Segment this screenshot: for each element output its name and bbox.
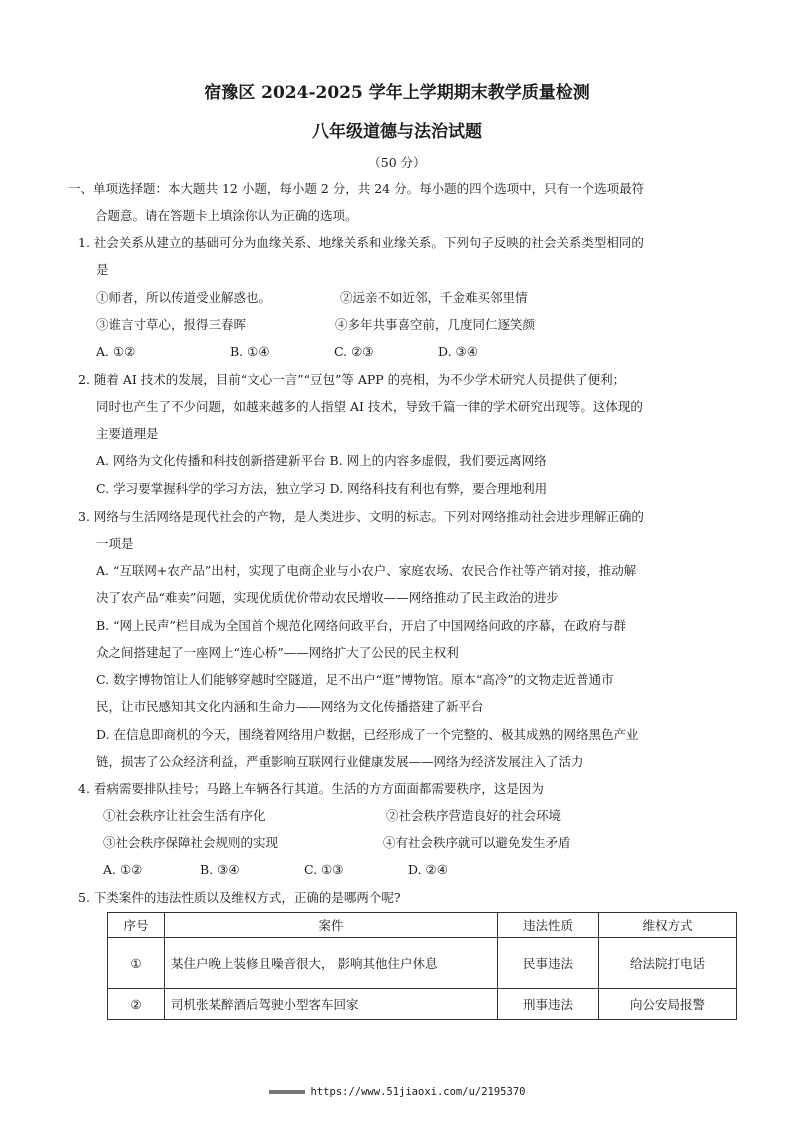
q1-option-b: B. ①④ xyxy=(230,344,270,359)
q2-options-cd: C. 学习要掌握科学的学习方法，独立学习 D. 网络科技有利也有弊，要合理地利用 xyxy=(96,481,548,496)
cell-remedy: 向公安局报警 xyxy=(599,989,737,1020)
q4-option-c: C. ①③ xyxy=(304,862,344,877)
cell-nature: 刑事违法 xyxy=(498,989,599,1020)
q1-stem: 1. 社会关系从建立的基础可分为血缘关系、地缘关系和业缘关系。下列句子反映的社会关系类型相同的 xyxy=(78,235,644,250)
q4-statement-4: ④有社会秩序就可以避免发生矛盾 xyxy=(383,835,571,850)
cell-number: ① xyxy=(108,938,165,989)
col-header-case: 案件 xyxy=(165,913,498,938)
col-header-nature: 违法性质 xyxy=(498,913,599,938)
q2-options-ab: A. 网络为文化传播和科技创新搭建新平台 B. 网上的内容多虚假，我们要远离网络 xyxy=(96,453,547,468)
q4-option-b: B. ③④ xyxy=(200,862,240,877)
cell-number: ② xyxy=(108,989,165,1020)
cell-remedy: 给法院打电话 xyxy=(599,938,737,989)
q1-statement-3: ③谁言寸草心，报得三春晖 xyxy=(96,317,247,332)
q4-stem: 4. 看病需要排队挂号；马路上车辆各行其道。生活的方方面面都需要秩序，这是因为 xyxy=(78,781,544,796)
q3-option-d: D. 在信息即商机的今天，围绕着网络用户数据，已经形成了一个完整的、极其成熟的网络黑色产业 xyxy=(96,727,639,742)
table-header-row xyxy=(108,913,737,938)
table-row xyxy=(108,989,737,1020)
exam-title: 宿豫区 2024-2025 学年上学期期末教学质量检测 xyxy=(204,83,590,103)
q1-option-a: A. ①② xyxy=(96,344,136,359)
q4-statement-2: ②社会秩序营造良好的社会环境 xyxy=(386,808,562,823)
section-heading-cont: 合题意。请在答题卡上填涂你认为正确的选项。 xyxy=(95,208,358,223)
q1-option-d: D. ③④ xyxy=(438,344,478,359)
q1-statement-4: ④多年共事喜空前，几度同仁逐笑颜 xyxy=(335,317,536,332)
q2-stem: 2. 随着 AI 技术的发展，目前“文心一言”“豆包”等 APP 的亮相，为不少学术研究人员提供了便利； xyxy=(78,372,626,387)
q3-stem: 3. 网络与生活网络是现代社会的产物，是人类进步、文明的标志。下列对网络推动社会进步理解正确的 xyxy=(78,509,644,524)
q3-option-b: B. “网上民声”栏目成为全国首个规范化网络问政平台，开启了中国网络问政的序幕，在政府与群 xyxy=(96,618,626,633)
q3-option-d-cont: 链，损害了公众经济利益，严重影响互联网行业健康发展——网络为经济发展注入了活力 xyxy=(96,754,584,769)
q5-stem: 5. 下类案件的违法性质以及维权方式，正确的是哪两个呢? xyxy=(78,890,401,905)
q3-stem-cont: 一项是 xyxy=(96,536,134,551)
q1-statement-2: ②远亲不如近邻，千金难买邻里情 xyxy=(340,290,528,305)
footer-watermark xyxy=(0,1086,794,1098)
q3-option-a: A. “互联网+农产品”出村，实现了电商企业与小农户、家庭农场、农民合作社等产销对接，推动解 xyxy=(96,563,637,578)
cell-case: 某住户晚上装修且噪音很大， 影响其他住户休息 xyxy=(165,938,498,989)
section-heading: 一、单项选择题：本大题共 12 小题，每小题 2 分，共 24 分。每小题的四个选项中，只有一个选项最符 xyxy=(68,181,645,196)
q3-option-b-cont: 众之间搭建起了一座网上“连心桥”——网络扩大了公民的民主权利 xyxy=(96,645,459,660)
watermark-smudge xyxy=(269,1090,305,1094)
q2-stem-cont-2: 主要道理是 xyxy=(96,426,159,441)
q1-statement-1: ①师者，所以传道受业解惑也。 xyxy=(96,290,272,305)
cell-case: 司机张某醉酒后驾驶小型客车回家 xyxy=(165,989,498,1020)
q4-option-d: D. ②④ xyxy=(408,862,448,877)
q4-option-a: A. ①② xyxy=(103,862,143,877)
footer-url: https://www.51jiaoxi.com/u/2195370 xyxy=(310,1086,526,1098)
q3-option-c-cont: 民，让市民感知其文化内涵和生命力——网络为文化传播搭建了新平台 xyxy=(96,699,484,714)
q3-option-a-cont: 决了农产品“难卖”问题，实现优质优价带动农民增收——网络推动了民主政治的进步 xyxy=(96,590,559,605)
q1-option-c: C. ②③ xyxy=(334,344,374,359)
col-header-remedy: 维权方式 xyxy=(599,913,737,938)
q4-statement-1: ①社会秩序让社会生活有序化 xyxy=(103,808,266,823)
q3-option-c: C. 数字博物馆让人们能够穿越时空隧道，足不出户“逛”博物馆。原本“高冷”的文物走近普通市 xyxy=(96,672,614,687)
total-score: （50 分） xyxy=(368,155,426,170)
cell-nature: 民事违法 xyxy=(498,938,599,989)
col-header-number: 序号 xyxy=(108,913,165,938)
q5-case-table xyxy=(107,912,737,1020)
q2-stem-cont-1: 同时也产生了不少问题，如越来越多的人指望 AI 技术，导致千篇一律的学术研究出现等。这体现的 xyxy=(96,399,643,414)
q4-statement-3: ③社会秩序保障社会规则的实现 xyxy=(103,835,279,850)
q1-stem-cont: 是 xyxy=(96,262,109,277)
table-row xyxy=(108,938,737,989)
exam-subtitle: 八年级道德与法治试题 xyxy=(312,122,482,142)
